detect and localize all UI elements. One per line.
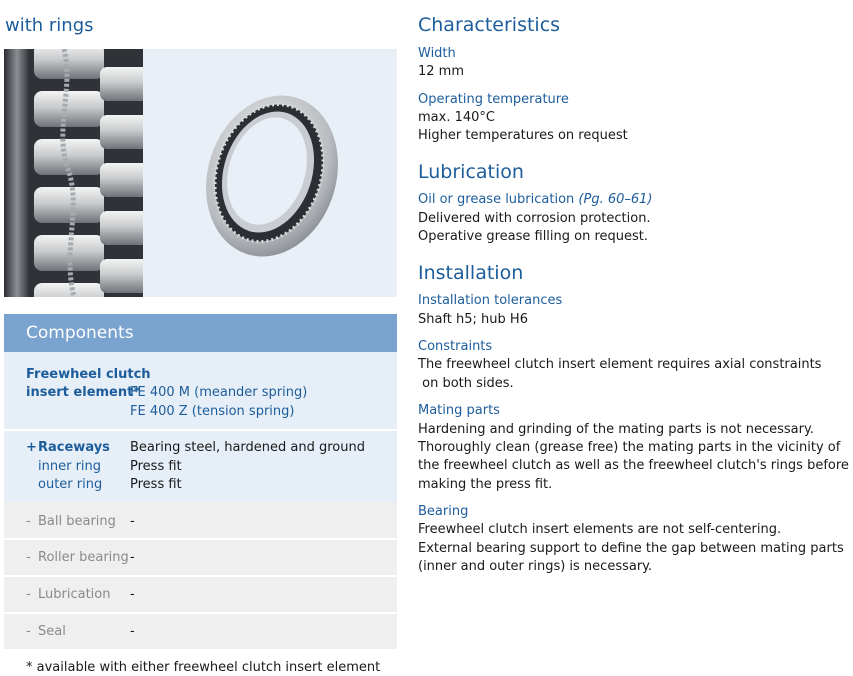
temperature-value1: max. 140°C — [418, 110, 495, 125]
width-value: 12 mm — [418, 64, 465, 79]
constraints-label: Constraints — [418, 339, 493, 354]
lubrication-value: - — [130, 587, 135, 602]
freewheel-value2: FE 400 Z (tension spring) — [130, 404, 295, 419]
bearing-product-photo — [143, 49, 397, 297]
installation-title: Installation — [418, 262, 524, 284]
inner-ring-label: inner ring — [38, 459, 102, 474]
bearing-line2: External bearing support to define the gap between mating parts — [418, 541, 844, 556]
mating-line1: Hardening and grinding of the mating parts is not necessary. — [418, 422, 814, 437]
seal-label: Seal — [38, 624, 66, 639]
characteristics-title: Characteristics — [418, 14, 561, 36]
bearing-line1: Freewheel clutch insert elements are not self-centering. — [418, 522, 782, 537]
seal-value: - — [130, 624, 135, 639]
mating-label: Mating parts — [418, 403, 500, 418]
width-label: Width — [418, 46, 456, 61]
tolerances-value: Shaft h5; hub H6 — [418, 312, 528, 327]
temperature-label: Operating temperature — [418, 92, 569, 107]
roller-bearing-marker: - — [26, 550, 31, 565]
constraints-line1: The freewheel clutch insert element requires axial constraints — [418, 357, 822, 372]
raceways-marker: + — [26, 440, 37, 455]
lubrication-line2: Operative grease filling on request. — [418, 229, 649, 244]
mating-line2: Thoroughly clean (grease free) the mating parts in the vicinity of — [418, 440, 841, 455]
footnote: * available with either freewheel clutch insert element — [26, 660, 381, 675]
freewheel-label-line2: insert element* — [26, 385, 141, 400]
mating-line4: making the press fit. — [418, 477, 553, 492]
inner-ring-value: Press fit — [130, 459, 182, 474]
page-reference: (Pg. 60–61) — [578, 192, 653, 207]
ball-bearing-label: Ball bearing — [38, 514, 116, 529]
tolerances-label: Installation tolerances — [418, 293, 563, 308]
freewheel-label-line1: Freewheel clutch — [26, 367, 151, 382]
freewheel-value1: FE 400 M (meander spring) — [130, 385, 308, 400]
temperature-value2: Higher temperatures on request — [418, 128, 628, 143]
ball-bearing-value: - — [130, 514, 135, 529]
lubrication-title: Lubrication — [418, 161, 524, 183]
page-heading: with rings — [5, 15, 94, 36]
roller-bearing-label: Roller bearing — [38, 550, 129, 565]
lubrication-sub-label: Oil or grease lubrication — [418, 192, 575, 207]
lubrication-line1: Delivered with corrosion protection. — [418, 211, 651, 226]
lubrication-label: Lubrication — [38, 587, 111, 602]
roller-bearing-value: - — [130, 550, 135, 565]
seal-marker: - — [26, 624, 31, 639]
bearing-line3: (inner and outer rings) is necessary. — [418, 559, 653, 574]
ball-bearing-marker: - — [26, 514, 31, 529]
components-header — [4, 314, 397, 352]
lubrication-sub — [418, 192, 653, 207]
mating-line3: the freewheel clutch as well as the freewheel clutch's rings before — [418, 458, 849, 473]
outer-ring-value: Press fit — [130, 477, 182, 492]
components-title: Components — [26, 323, 134, 343]
outer-ring-label: outer ring — [38, 477, 103, 492]
raceways-value: Bearing steel, hardened and ground — [130, 440, 365, 455]
constraints-line2: on both sides. — [418, 376, 514, 391]
roller-closeup-photo — [4, 49, 143, 297]
bearing-label: Bearing — [418, 504, 469, 519]
lubrication-marker: - — [26, 587, 31, 602]
raceways-label: Raceways — [38, 440, 110, 455]
